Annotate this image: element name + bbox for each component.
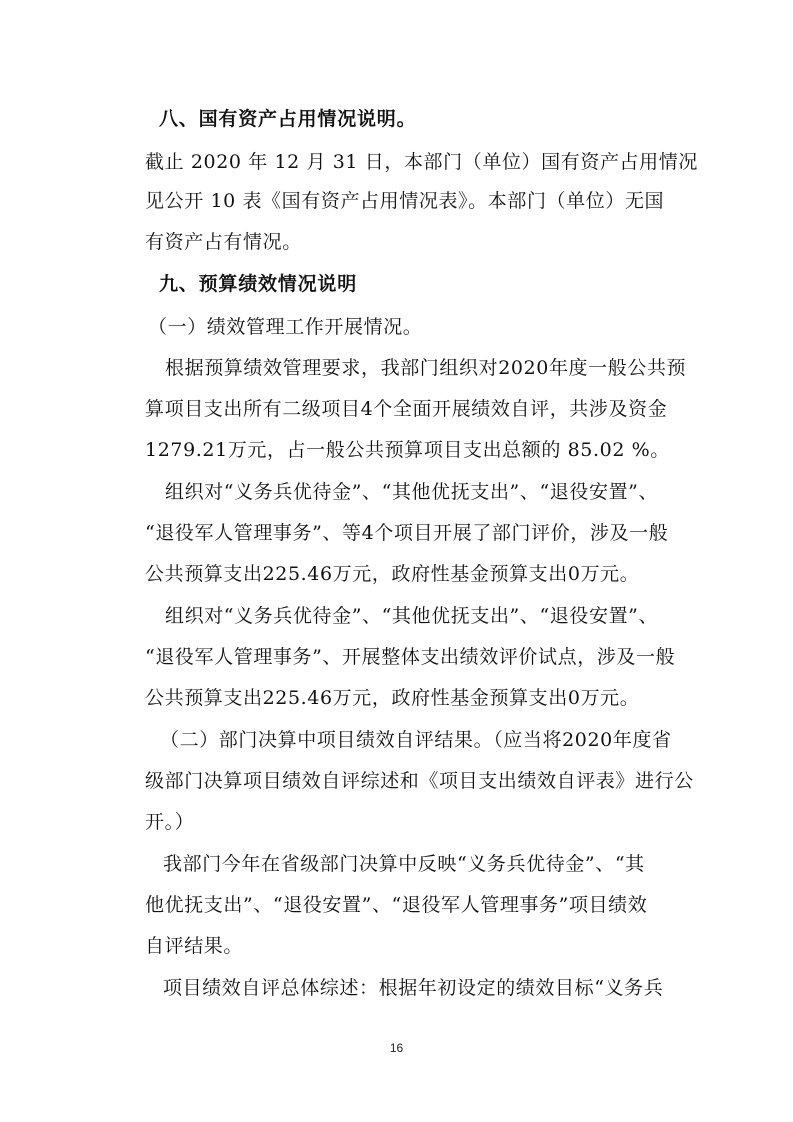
paragraph-line: 公共预算支出225.46万元，政府性基金预算支出0万元。	[145, 687, 640, 709]
paragraph-line: “退役军人管理事务”、等4个项目开展了部门评价，涉及一般	[145, 522, 669, 544]
paragraph-line: 算项目支出所有二级项目4个全面开展绩效自评，共涉及资金	[145, 398, 668, 420]
page-number: 16	[389, 1041, 404, 1055]
paragraph-line: 我部门今年在省级部门决算中反映“义务兵优待金”、“其	[163, 853, 645, 875]
subsection-title: （一）绩效管理工作开展情况。	[148, 316, 423, 338]
paragraph-line: 自评结果。	[145, 935, 244, 957]
paragraph-line: 见公开 10 表《国有资产占用情况表》。本部门（单位）无国	[145, 190, 665, 212]
paragraph-line: 他优抚支出”、“退役安置”、“退役军人管理事务”项目绩效	[145, 894, 648, 916]
subsection-title: （二）部门决算中项目绩效自评结果。（应当将2020年度省	[160, 729, 672, 751]
paragraph-line: 有资产占有情况。	[145, 231, 302, 253]
subsection-title: 级部门决算项目绩效自评综述和《项目支出绩效自评表》进行公	[145, 770, 694, 792]
subsection-title: 开。）	[145, 811, 195, 833]
paragraph-line: 公共预算支出225.46万元，政府性基金预算支出0万元。	[145, 563, 640, 585]
paragraph-line: “退役军人管理事务”、开展整体支出绩效评价试点，涉及一般	[145, 646, 676, 668]
paragraph-line: 截止 2020 年 12 月 31 日，本部门（单位）国有资产占用情况	[145, 151, 698, 173]
section-heading-state-assets: 八、国有资产占用情况说明。	[159, 108, 417, 130]
paragraph-line: 项目绩效自评总体综述：根据年初设定的绩效目标“义务兵	[163, 977, 664, 999]
section-heading-budget-performance: 九、预算绩效情况说明	[159, 273, 358, 295]
paragraph-line: 根据预算绩效管理要求，我部门组织对2020年度一般公共预	[165, 357, 687, 379]
paragraph-line: 组织对“义务兵优待金”、“其他优抚支出”、“退役安置”、	[165, 481, 659, 503]
paragraph-line: 1279.21万元，占一般公共预算项目支出总额的 85.02 %。	[145, 439, 670, 461]
paragraph-line: 组织对“义务兵优待金”、“其他优抚支出”、“退役安置”、	[165, 605, 659, 627]
